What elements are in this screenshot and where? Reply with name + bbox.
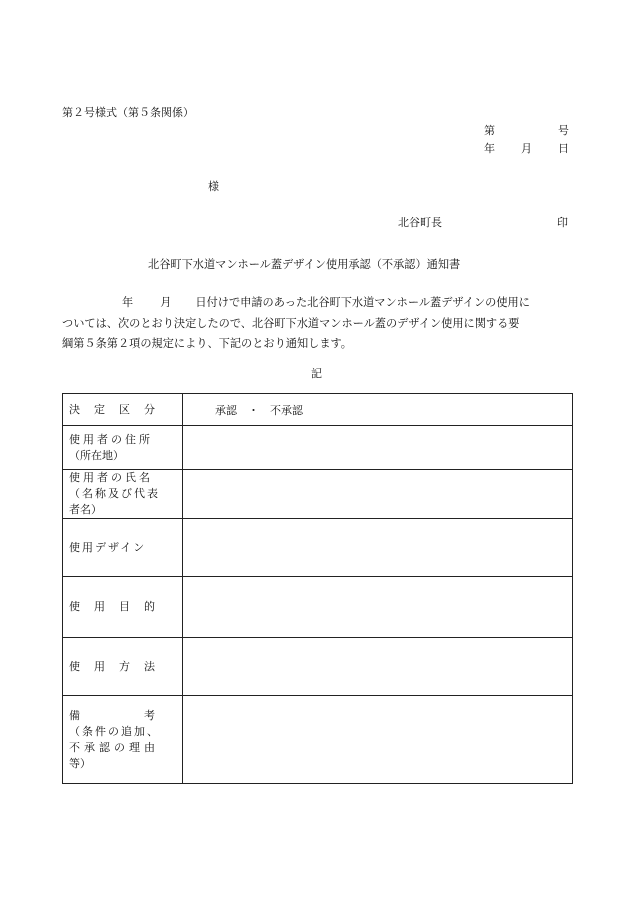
method-value-cell[interactable]: [183, 638, 573, 696]
name-label-line-3: 者名）: [69, 503, 102, 516]
design-label-cell: [63, 519, 183, 577]
row-method: [63, 638, 573, 696]
label-char: 目: [119, 600, 130, 613]
method-label: [69, 659, 155, 675]
name-value-cell[interactable]: [183, 470, 573, 519]
purpose-value-cell[interactable]: [183, 577, 573, 638]
body-year: 年: [122, 296, 134, 309]
name-label-line-1: 使用者の氏名: [69, 471, 153, 484]
body-line-1-rest: 日付けで申請のあった北谷町下水道マンホール蓋デザインの使用に: [195, 296, 530, 309]
document-number-suffix: 号: [558, 124, 569, 137]
ki-heading: 記: [311, 367, 322, 380]
label-char: 法: [144, 659, 155, 673]
body-line-2: ついては、次のとおり決定したので、北谷町下水道マンホール蓋のデザイン使用に関する要: [62, 316, 520, 330]
notice-detail-table: [62, 393, 573, 784]
label-char: 的: [144, 600, 155, 613]
row-remarks: [63, 696, 573, 784]
row-purpose: [63, 577, 573, 638]
row-design: [63, 519, 573, 577]
address-label-line-2: （所在地）: [69, 448, 124, 462]
row-address: [63, 426, 573, 470]
seal-mark: 印: [557, 216, 568, 229]
label-char: 使: [69, 600, 80, 613]
issuer-title: 北谷町長: [398, 216, 442, 229]
form-number: 第２号様式（第５条関係）: [62, 106, 194, 119]
label-char: 分: [144, 402, 155, 416]
label-char: 用: [94, 659, 105, 673]
design-label: 使用デザイン: [69, 540, 147, 554]
remarks-label-line-2: （条件の追加、: [69, 724, 160, 738]
body-month: 月: [160, 296, 172, 309]
purpose-label-cell: [63, 577, 183, 638]
remarks-value-cell[interactable]: [183, 696, 573, 784]
remarks-label-line-1: [69, 708, 155, 724]
name-label-cell: [63, 470, 183, 519]
decision-label-cell: [63, 394, 183, 426]
remarks-label-cell: [63, 696, 183, 784]
label-char: 備: [69, 708, 80, 722]
row-decision: [63, 394, 573, 426]
document-title: 北谷町下水道マンホール蓋デザイン使用承認（不承認）通知書: [148, 258, 461, 271]
label-char: 使: [69, 659, 80, 673]
remarks-label-line-3: 不承認の理由: [69, 740, 159, 754]
decision-value-cell: [183, 394, 573, 426]
notice-body: [62, 293, 572, 355]
label-char: 区: [119, 402, 130, 416]
date-day: 日: [558, 142, 569, 155]
row-name: [63, 470, 573, 519]
purpose-label: [69, 599, 155, 615]
body-line-3: 綱第５条第２項の規定により、下記のとおり通知します。: [62, 337, 352, 350]
label-char: 定: [94, 402, 105, 416]
body-line-1: [62, 293, 572, 314]
address-value-cell[interactable]: [183, 426, 573, 470]
address-label-cell: [63, 426, 183, 470]
label-char: 用: [94, 600, 105, 613]
date-year: 年: [484, 142, 495, 155]
address-label-line-1: 使用者の住所: [69, 432, 153, 446]
decision-label: [69, 402, 155, 418]
label-char: 方: [119, 659, 130, 673]
decision-value: 承認 ・ 不承認: [215, 403, 303, 417]
addressee-suffix: 様: [208, 180, 219, 193]
document-number-prefix: 第: [484, 124, 495, 137]
design-value-cell[interactable]: [183, 519, 573, 577]
date-month: 月: [521, 142, 532, 155]
label-char: 考: [144, 708, 155, 722]
label-char: 決: [69, 402, 80, 416]
name-label-line-2: （名称及び代表: [69, 487, 160, 500]
method-label-cell: [63, 638, 183, 696]
remarks-label-line-4: 等）: [69, 756, 91, 770]
